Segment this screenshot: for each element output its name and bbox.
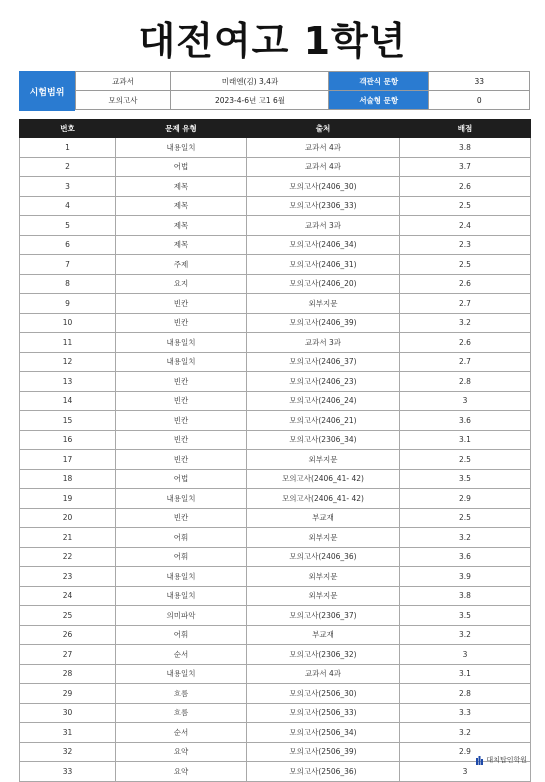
question-number: 22 [20,547,116,567]
question-type: 어휘 [116,528,247,548]
question-source: 교과서 3과 [247,333,400,353]
question-number: 33 [20,762,116,782]
question-type: 내용일치 [116,489,247,509]
question-type: 빈칸 [116,372,247,392]
question-points: 3.6 [400,547,531,567]
question-number: 19 [20,489,116,509]
question-number: 29 [20,684,116,704]
question-points: 2.5 [400,196,531,216]
question-type: 주제 [116,255,247,275]
question-type: 내용일치 [116,664,247,684]
question-number: 13 [20,372,116,392]
question-points: 2.8 [400,684,531,704]
question-points: 3.6 [400,411,531,431]
question-type: 어법 [116,469,247,489]
table-row [20,723,531,743]
question-number: 8 [20,274,116,294]
question-number: 24 [20,586,116,606]
question-source: 모의고사(2406_30) [247,177,400,197]
question-source: 모의고사(2506_33) [247,703,400,723]
question-number: 32 [20,742,116,762]
exam-info [19,71,530,111]
table-row [20,703,531,723]
question-source: 모의고사(2306_34) [247,430,400,450]
question-points: 3.3 [400,703,531,723]
table-row [20,742,531,762]
question-source: 모의고사(2406_34) [247,235,400,255]
question-number: 11 [20,333,116,353]
question-number: 7 [20,255,116,275]
question-points: 3.5 [400,606,531,626]
question-type: 내용일치 [116,586,247,606]
question-number: 26 [20,625,116,645]
question-points: 3 [400,645,531,665]
question-source: 모의고사(2506_34) [247,723,400,743]
header-source: 출처 [247,120,400,138]
table-row [20,606,531,626]
question-type: 빈칸 [116,430,247,450]
question-number: 9 [20,294,116,314]
question-type: 내용일치 [116,138,247,158]
question-source: 교과서 4과 [247,138,400,158]
table-row [20,567,531,587]
question-number: 14 [20,391,116,411]
question-source: 모의고사(2406_36) [247,547,400,567]
table-row [20,430,531,450]
question-type: 제목 [116,235,247,255]
header-type: 문제 유형 [116,120,247,138]
question-count: 0 [429,91,530,110]
question-source: 외부지문 [247,567,400,587]
question-source: 외부지문 [247,294,400,314]
table-row [20,274,531,294]
question-source: 모의고사(2306_37) [247,606,400,626]
question-points: 2.7 [400,352,531,372]
table-row [20,684,531,704]
question-source: 모의고사(2406_20) [247,274,400,294]
question-points: 2.9 [400,742,531,762]
table-row [20,333,531,353]
question-points: 3.7 [400,157,531,177]
scope-table [75,71,330,110]
table-row [20,762,531,782]
table-row [20,138,531,158]
question-points: 2.5 [400,255,531,275]
question-type: 빈칸 [116,411,247,431]
question-type: 제목 [116,216,247,236]
table-row [20,489,531,509]
question-number: 17 [20,450,116,470]
question-source: 외부지문 [247,528,400,548]
question-type: 요약 [116,762,247,782]
table-row [20,372,531,392]
question-type: 요지 [116,274,247,294]
table-row [20,216,531,236]
question-number: 27 [20,645,116,665]
question-points: 3.2 [400,528,531,548]
question-points: 2.4 [400,216,531,236]
table-row [20,235,531,255]
question-number: 10 [20,313,116,333]
table-row [20,196,531,216]
question-type: 빈칸 [116,508,247,528]
question-type: 내용일치 [116,352,247,372]
header-number: 번호 [20,120,116,138]
academy-logo-icon [476,756,483,765]
question-number: 20 [20,508,116,528]
question-points: 2.9 [400,489,531,509]
scope-value: 2023-4-6년 고1 6월 [171,91,330,110]
scope-row [76,72,330,91]
question-points: 3.1 [400,664,531,684]
question-source: 모의고사(2406_39) [247,313,400,333]
table-row [20,664,531,684]
question-points: 2.5 [400,508,531,528]
question-source: 모의고사(2406_41- 42) [247,469,400,489]
question-type: 순서 [116,723,247,743]
table-header-row [20,120,531,138]
question-number: 5 [20,216,116,236]
scope-value: 미래엔(김) 3,4과 [171,72,330,91]
question-type: 어휘 [116,547,247,567]
question-type: 내용일치 [116,567,247,587]
table-row [20,528,531,548]
question-type: 내용일치 [116,333,247,353]
question-type: 흐름 [116,684,247,704]
table-row [20,177,531,197]
question-type: 빈칸 [116,294,247,314]
question-number: 1 [20,138,116,158]
question-source: 모의고사(2406_23) [247,372,400,392]
table-row [20,391,531,411]
question-type: 어휘 [116,625,247,645]
table-row [20,294,531,314]
question-number: 16 [20,430,116,450]
table-row [20,625,531,645]
question-number: 25 [20,606,116,626]
header-points: 배점 [400,120,531,138]
question-type: 제목 [116,196,247,216]
table-row [20,411,531,431]
question-type: 제목 [116,177,247,197]
academy-logo [476,755,527,765]
question-points: 2.6 [400,333,531,353]
question-source: 모의고사(2306_32) [247,645,400,665]
question-type: 요약 [116,742,247,762]
question-count: 33 [429,72,530,91]
question-count-table [328,71,530,110]
question-points: 3.2 [400,313,531,333]
table-row [20,313,531,333]
table-row [20,508,531,528]
question-type: 어법 [116,157,247,177]
question-points: 3.8 [400,586,531,606]
question-table [19,119,531,782]
question-points: 3 [400,391,531,411]
table-row [20,450,531,470]
question-points: 2.6 [400,274,531,294]
question-source: 모의고사(2406_37) [247,352,400,372]
question-source: 모의고사(2406_24) [247,391,400,411]
question-row [329,72,530,91]
question-type: 흐름 [116,703,247,723]
question-number: 21 [20,528,116,548]
question-source: 부교재 [247,625,400,645]
question-type-label: 서술형 문항 [329,91,429,110]
question-points: 3.5 [400,469,531,489]
question-source: 모의고사(2506_36) [247,762,400,782]
question-number: 12 [20,352,116,372]
question-source: 교과서 4과 [247,157,400,177]
scope-key: 교과서 [76,72,171,91]
question-points: 2.3 [400,235,531,255]
scope-row [76,91,330,110]
table-row [20,157,531,177]
question-number: 15 [20,411,116,431]
question-source: 외부지문 [247,450,400,470]
question-type: 빈칸 [116,313,247,333]
question-points: 3.1 [400,430,531,450]
question-points: 3.9 [400,567,531,587]
question-source: 모의고사(2506_39) [247,742,400,762]
table-row [20,586,531,606]
question-source: 모의고사(2406_41- 42) [247,489,400,509]
question-points: 2.5 [400,450,531,470]
question-source: 모의고사(2406_21) [247,411,400,431]
academy-logo-text: 대치탑인학원 [486,756,527,764]
question-number: 23 [20,567,116,587]
table-row [20,352,531,372]
question-source: 교과서 4과 [247,664,400,684]
question-number: 18 [20,469,116,489]
question-number: 3 [20,177,116,197]
question-points: 2.6 [400,177,531,197]
question-points: 2.8 [400,372,531,392]
question-source: 교과서 3과 [247,216,400,236]
question-number: 4 [20,196,116,216]
question-number: 30 [20,703,116,723]
question-type: 빈칸 [116,391,247,411]
question-number: 6 [20,235,116,255]
question-source: 외부지문 [247,586,400,606]
table-row [20,469,531,489]
table-row [20,547,531,567]
question-number: 31 [20,723,116,743]
question-source: 모의고사(2506_30) [247,684,400,704]
question-points: 3 [400,762,531,782]
question-source: 모의고사(2406_31) [247,255,400,275]
scope-label: 시험범위 [19,71,75,111]
question-type: 빈칸 [116,450,247,470]
page-title: 대전여고 1학년 [138,19,407,63]
question-points: 2.7 [400,294,531,314]
scope-key: 모의고사 [76,91,171,110]
question-number: 2 [20,157,116,177]
question-type: 순서 [116,645,247,665]
table-row [20,645,531,665]
question-type-label: 객관식 문항 [329,72,429,91]
question-type: 의미파악 [116,606,247,626]
question-number: 28 [20,664,116,684]
question-source: 모의고사(2306_33) [247,196,400,216]
question-points: 3.2 [400,625,531,645]
question-row [329,91,530,110]
question-source: 부교재 [247,508,400,528]
table-row [20,255,531,275]
question-points: 3.2 [400,723,531,743]
question-points: 3.8 [400,138,531,158]
